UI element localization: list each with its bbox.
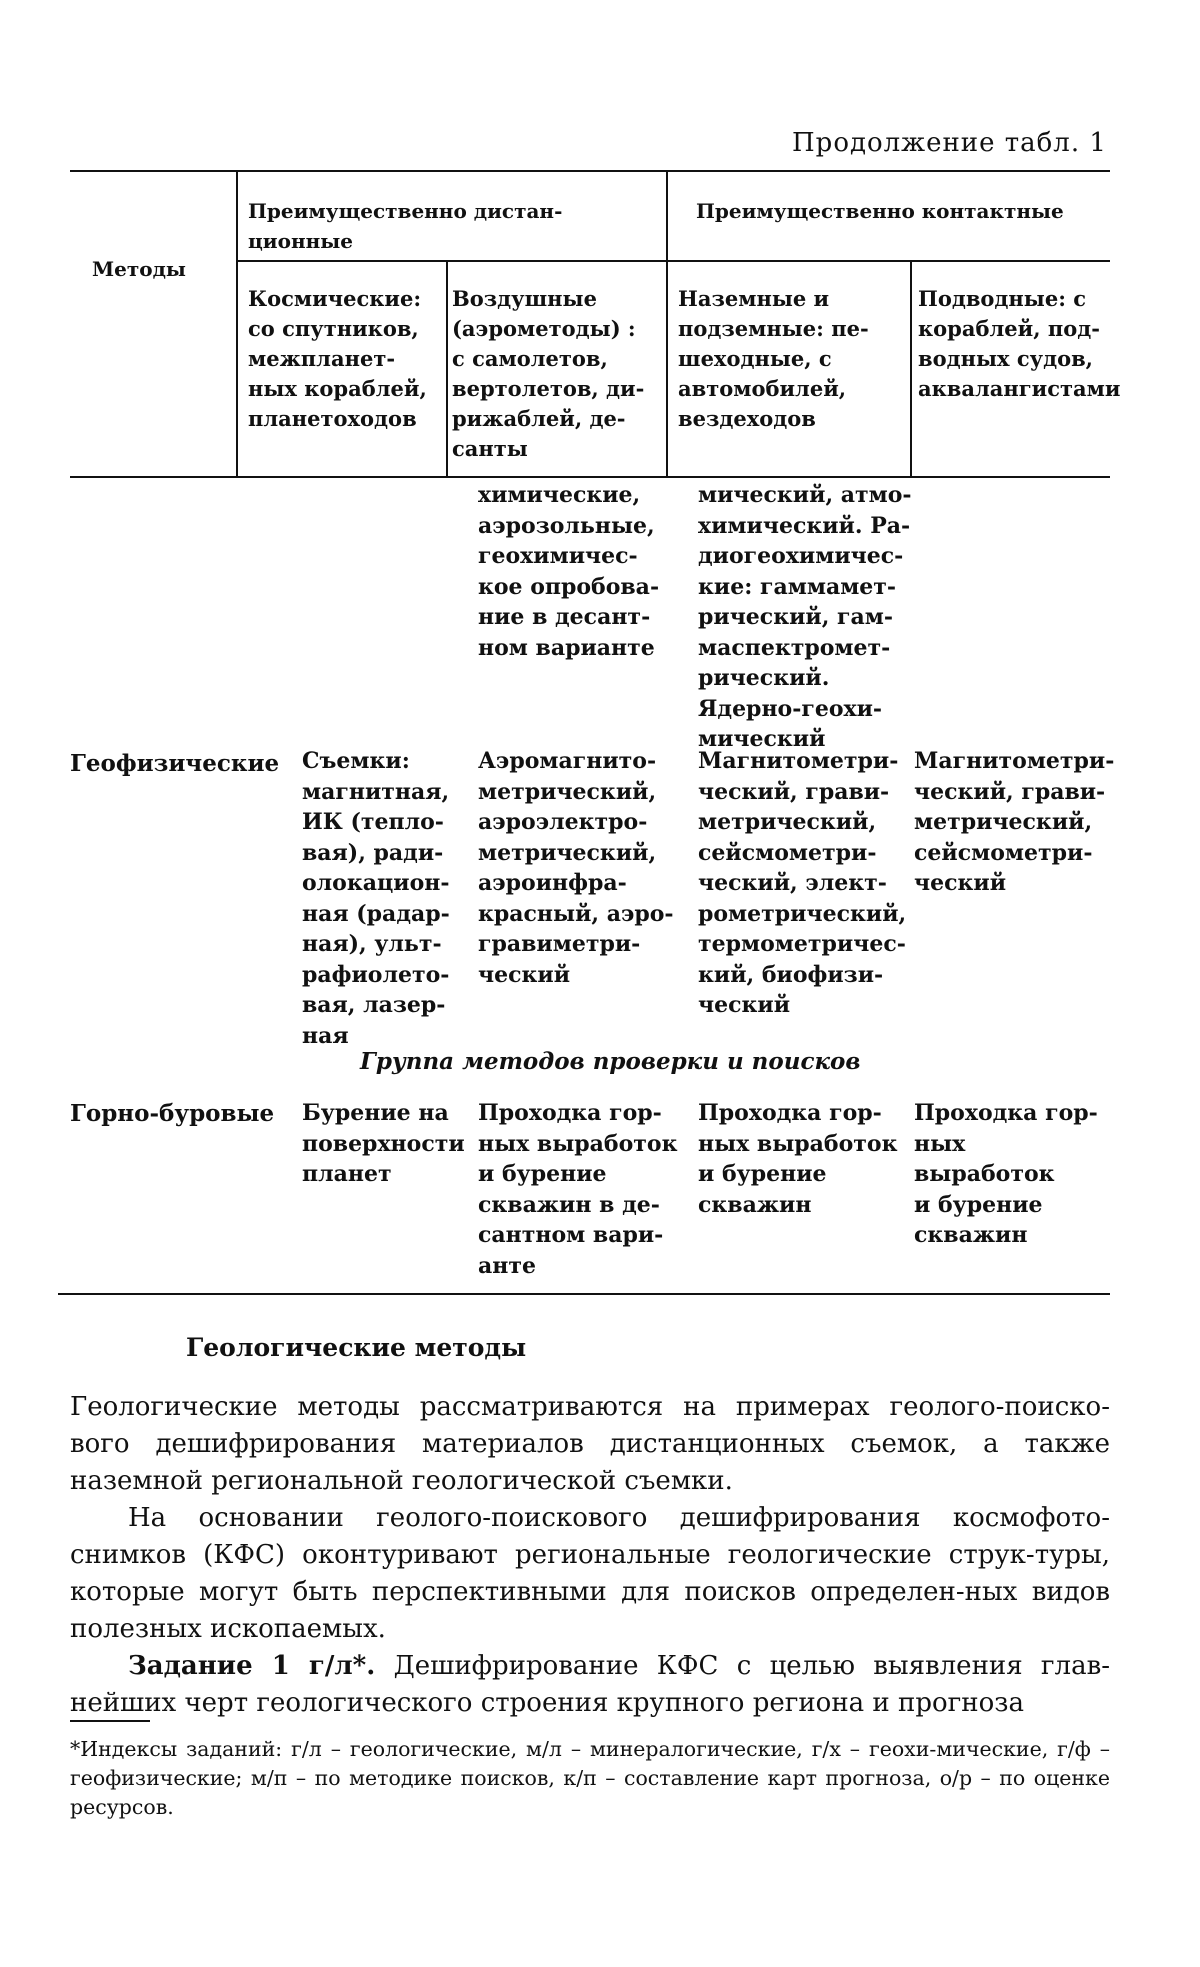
- row-label-geophysical: Геофизические: [70, 750, 280, 777]
- vline-3: [666, 170, 668, 478]
- group-title-verification: Группа методов проверки и поисков: [360, 1048, 861, 1075]
- drilling-air-cell: Проходка гор- ных выработок и бурение скважин в де- сантном вари- анте: [478, 1100, 678, 1279]
- drilling-ground-cell: Проходка гор- ных выработок и бурение скважин: [698, 1100, 898, 1218]
- vline-1: [236, 170, 238, 478]
- vline-4: [910, 260, 912, 478]
- table-bottom-rule: [58, 1293, 1110, 1295]
- geophysical-space-cell: Съемки: магнитная, ИК (тепло- вая), ради- олокацион- ная (радар- ная), ульт- рафиолето- вая, лазер- ная: [302, 748, 450, 1049]
- header-group-contact: Преимущественно контактные: [696, 199, 1064, 223]
- section-title: Геологические методы: [186, 1333, 527, 1362]
- geophysical-ground-cell: Магнитометри- ческий, грави- метрический, сейсмометри- ческий, элект- рометрический, термометричес- кий, биофизи- ческий: [698, 748, 907, 1018]
- header-bottom-rule: [70, 476, 1110, 478]
- paragraph-2: На основании геолого-поискового дешифрирования космофото-снимков (КФС) оконтуривают региональные геологические струк-туры, которые могут быть перспективными для поисков определен-ных видов полезных ископаемых.: [70, 1503, 1110, 1644]
- geophysical-underwater-cell: Магнитометри- ческий, грави- метрический, сейсмометри- ческий: [914, 748, 1115, 896]
- geophysical-air-cell: Аэромагнито- метрический, аэроэлектро- метрический, аэроинфра- красный, аэро- гравиметри- ческий: [478, 748, 674, 988]
- paragraph-task: [70, 1648, 1110, 1722]
- row-label-drilling: Горно-буровые: [70, 1100, 275, 1127]
- task-label: Задание 1 г/л*.: [128, 1651, 376, 1681]
- subheader-ground: Наземные и подземные: пе- шеходные, с автомобилей, вездеходов: [678, 286, 869, 431]
- subheader-rule: [236, 260, 1110, 262]
- drilling-underwater-cell: Проходка гор- ных выработок и бурение скважин: [914, 1100, 1098, 1248]
- table-top-rule: [70, 170, 1110, 172]
- subheader-space: Космические: со спутников, межпланет- ных кораблей, планетоходов: [248, 286, 427, 431]
- header-methods: Методы: [92, 257, 186, 281]
- cont-ground-cell: мический, атмо- химический. Ра- диогеохимичес- кие: гаммамет- рический, гам- маспектромет- рический. Ядерно-геохи- мический: [698, 482, 912, 752]
- cont-air-cell: химические, aэрозольные, геохимичес- кое опробова- ние в десант- ном варианте: [478, 482, 660, 661]
- continuation-label: Продолжение табл. 1: [792, 128, 1107, 158]
- header-group-remote: Преимущественно дистан- ционные: [248, 199, 563, 253]
- task-text: Дешифрирование КФС с целью выявления глав-нейших черт геологического строения крупного региона и прогноза: [70, 1651, 1110, 1718]
- drilling-space-cell: Бурение на поверхности планет: [302, 1100, 465, 1187]
- footnote: *Индексы заданий: г/л – геологические, м/л – минералогические, г/х – геохи-мические, г/ф – геофизические; м/п – по методике поисков, к/п – составление карт прогноза, о/р – по оценке ресурсов.: [70, 1737, 1110, 1819]
- subheader-air: Воздушные (аэрометоды) : с самолетов, вертолетов, ди- рижаблей, де- санты: [452, 286, 645, 461]
- subheader-underwater: Подводные: с кораблей, под- водных судов, аквалангистами: [918, 286, 1121, 401]
- footnote-divider: [70, 1720, 150, 1722]
- vline-2: [446, 260, 448, 478]
- paragraph-1: Геологические методы рассматриваются на примерах геолого-поиско-вого дешифрирования материалов дистанционных съемок, а также наземной региональной геологической съемки.: [70, 1392, 1110, 1496]
